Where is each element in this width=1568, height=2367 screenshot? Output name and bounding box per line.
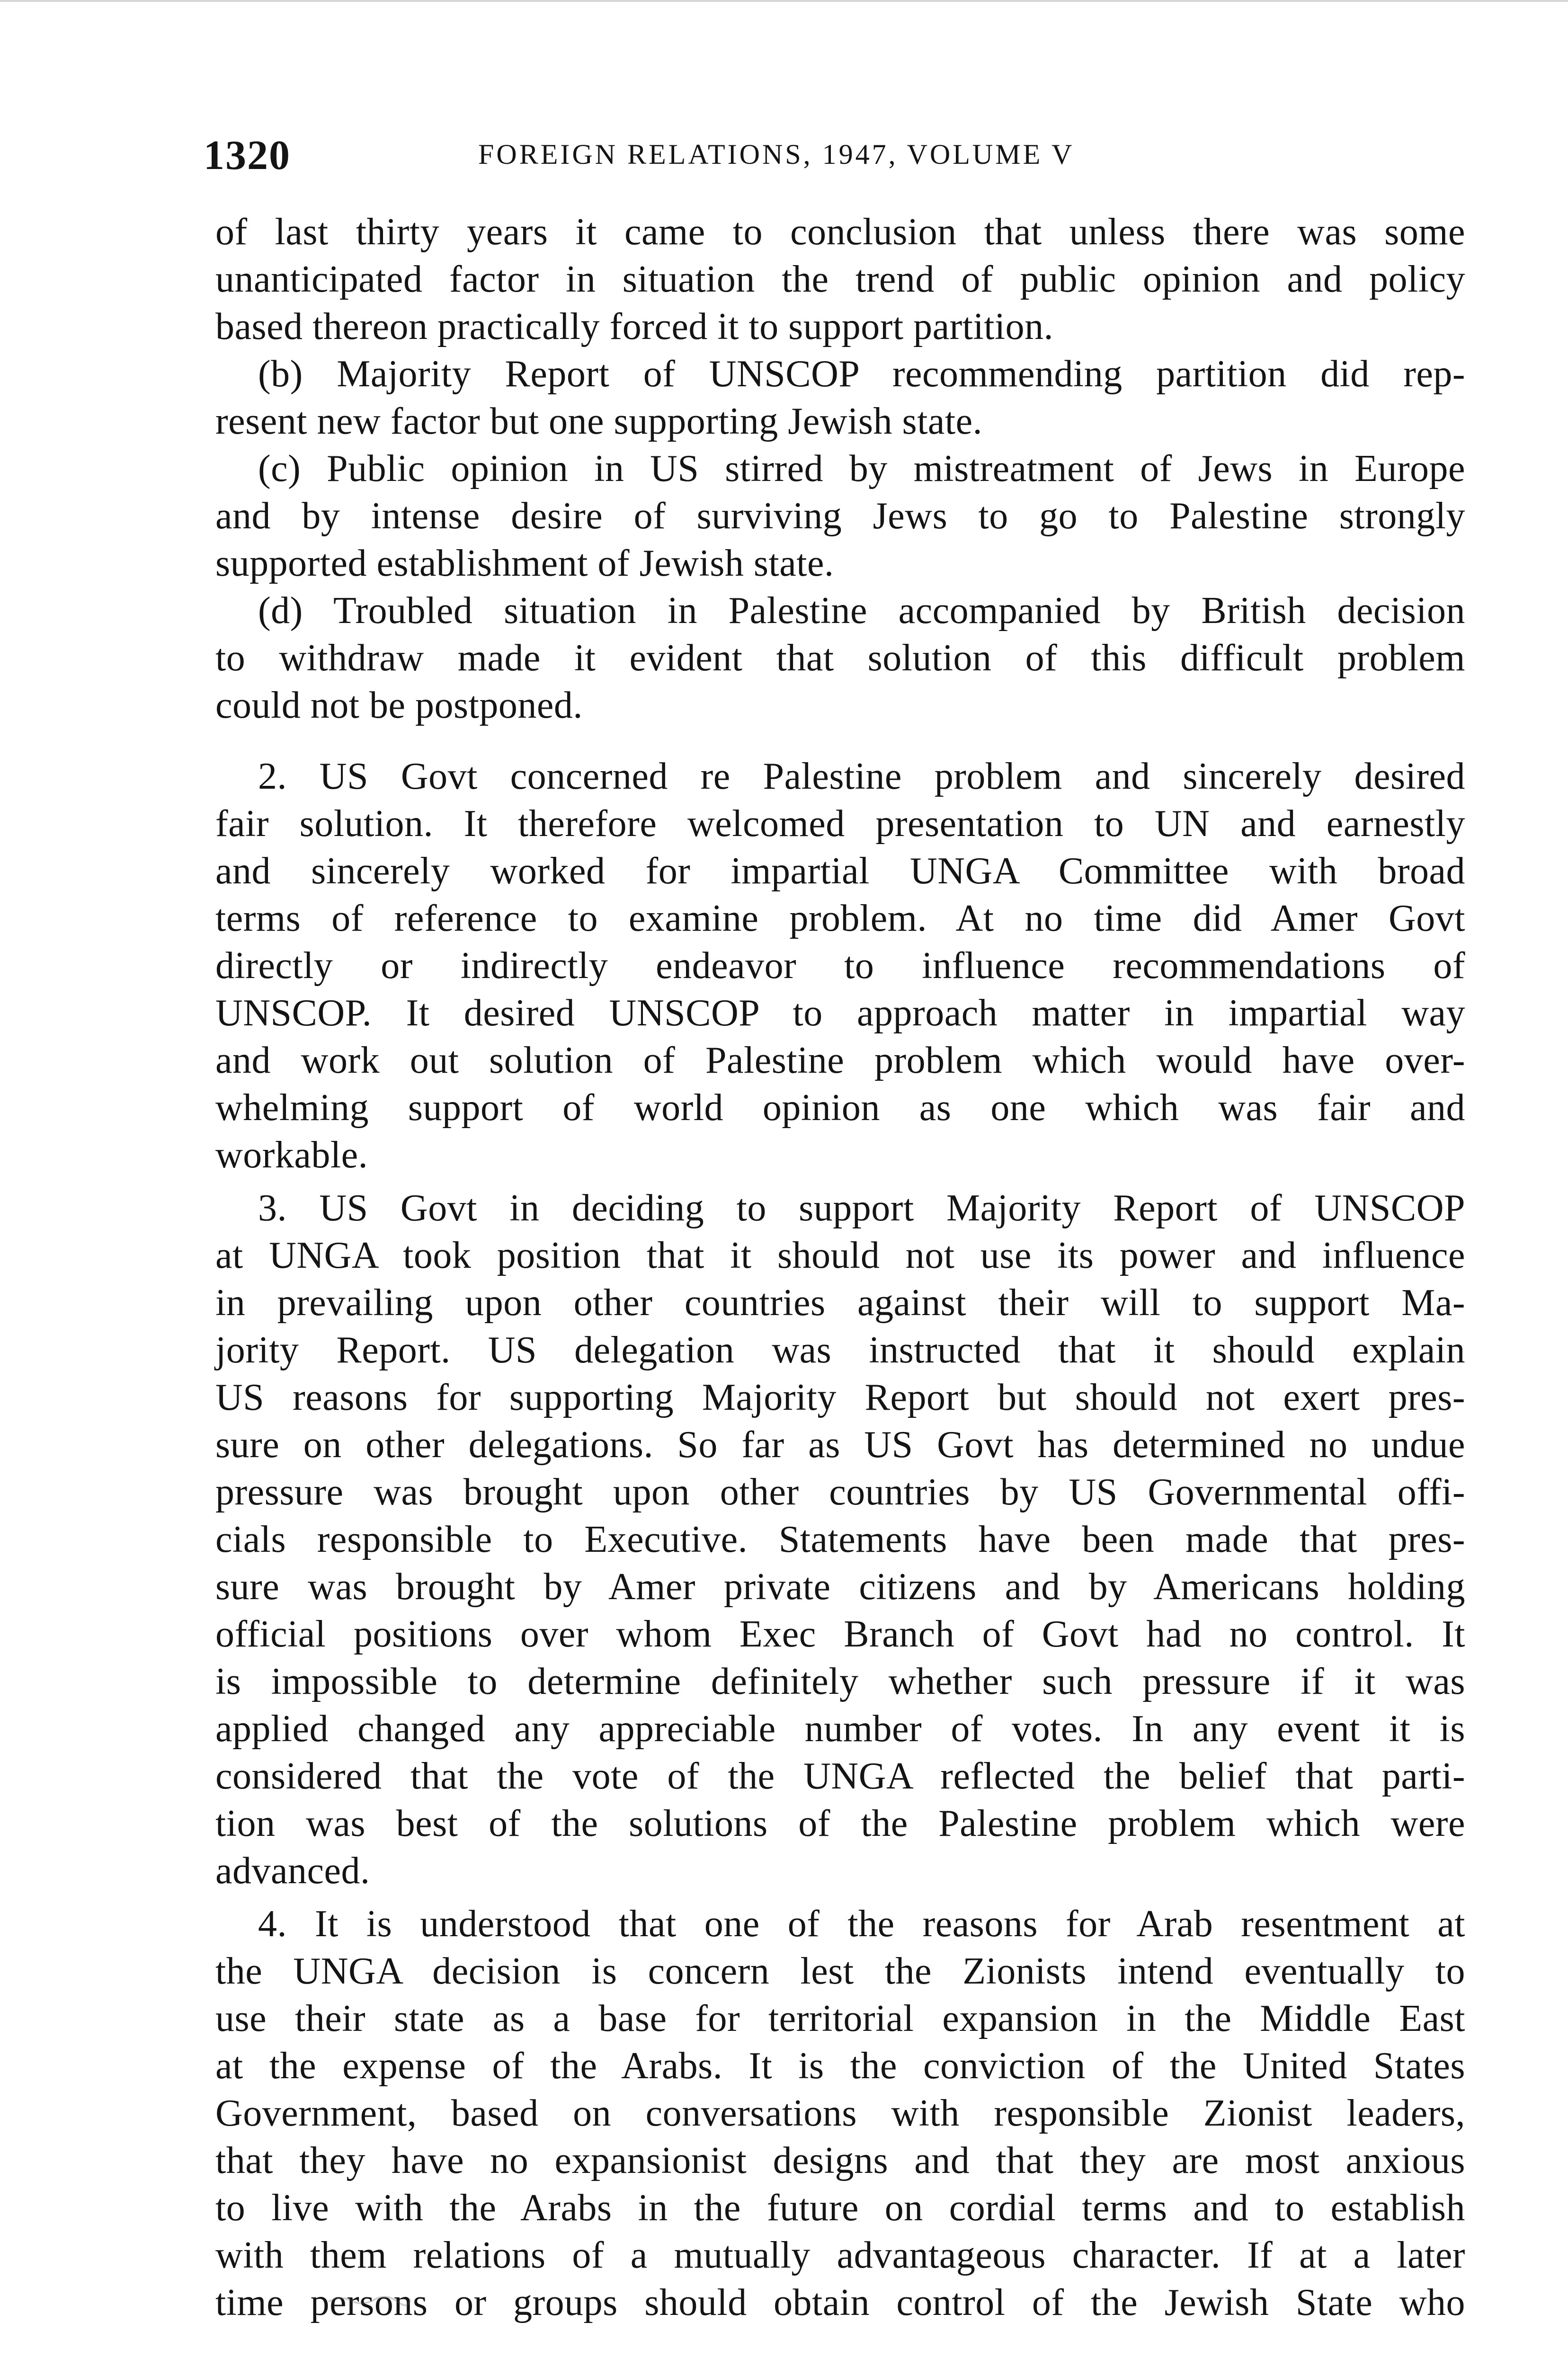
text-line: jority Report. US delegation was instructed that it should explain	[215, 1329, 1465, 1371]
page-header	[204, 132, 1198, 184]
text-line: time persons or groups should obtain control of the Jewish State who	[215, 2282, 1465, 2323]
text-line: with them relations of a mutually advantageous character. If at a later	[215, 2234, 1465, 2276]
text-line: terms of reference to examine problem. At no time did Amer Govt	[215, 898, 1465, 939]
text-line: and sincerely worked for impartial UNGA Committee with broad	[215, 850, 1465, 892]
text-line: (d) Troubled situation in Palestine accompanied by British decision	[258, 590, 1465, 632]
text-line: of last thirty years it came to conclusion that unless there was some	[215, 211, 1465, 253]
text-line: 4. It is understood that one of the reasons for Arab resentment at	[258, 1903, 1465, 1945]
text-line: official positions over whom Exec Branch of Govt had no control. It	[215, 1613, 1465, 1655]
text-line: (b) Majority Report of UNSCOP recommending partition did rep-	[258, 353, 1465, 395]
text-line: whelming support of world opinion as one which was fair and	[215, 1087, 1465, 1129]
text-line: resent new factor but one supporting Jewish state.	[215, 400, 983, 442]
body-text	[215, 208, 1465, 2326]
scan-edge	[0, 0, 1568, 2]
text-line: at the expense of the Arabs. It is the conviction of the United States	[215, 2045, 1465, 2087]
text-line: pressure was brought upon other countries by US Governmental offi-	[215, 1471, 1465, 1513]
text-line: and work out solution of Palestine problem which would have over-	[215, 1040, 1465, 1081]
text-line: applied changed any appreciable number of votes. In any event it is	[215, 1708, 1465, 1750]
text-line: sure on other delegations. So far as US Govt has determined no undue	[215, 1424, 1465, 1466]
text-line: Government, based on conversations with responsible Zionist leaders,	[215, 2092, 1465, 2134]
text-line: tion was best of the solutions of the Palestine problem which were	[215, 1803, 1465, 1844]
text-line: to withdraw made it evident that solution of this difficult problem	[215, 637, 1465, 679]
text-line: unanticipated factor in situation the trend of public opinion and policy	[215, 258, 1465, 300]
text-line: is impossible to determine definitely whether such pressure if it was	[215, 1661, 1465, 1702]
text-line: use their state as a base for territorial expansion in the Middle East	[215, 1998, 1465, 2039]
text-line: that they have no expansionist designs and that they are most anxious	[215, 2140, 1465, 2181]
text-line: UNSCOP. It desired UNSCOP to approach matter in impartial way	[215, 992, 1465, 1034]
text-line: considered that the vote of the UNGA reflected the belief that parti-	[215, 1755, 1465, 1797]
text-line: fair solution. It therefore welcomed presentation to UN and earnestly	[215, 803, 1465, 845]
text-line: workable.	[215, 1134, 368, 1176]
text-line: could not be postponed.	[215, 685, 583, 726]
paragraph-gap	[215, 1895, 1465, 1900]
text-line: US reasons for supporting Majority Report but should not exert pres-	[215, 1377, 1465, 1418]
text-line: in prevailing upon other countries against their will to support Ma-	[215, 1282, 1465, 1324]
text-line: sure was brought by Amer private citizens and by Americans holding	[215, 1566, 1465, 1608]
text-line: directly or indirectly endeavor to influence recommendations of	[215, 945, 1465, 987]
paragraph-gap	[215, 729, 1465, 753]
text-line: advanced.	[215, 1850, 370, 1892]
ink-smudge	[327, 2291, 412, 2308]
text-line: (c) Public opinion in US stirred by mistreatment of Jews in Europe	[258, 448, 1465, 489]
text-line: to live with the Arabs in the future on cordial terms and to establish	[215, 2187, 1465, 2229]
page-number: 1320	[204, 133, 291, 178]
paragraph-gap	[215, 1179, 1465, 1184]
text-line: based thereon practically forced it to support partition.	[215, 306, 1054, 347]
text-line: at UNGA took position that it should not use its power and influence	[215, 1235, 1465, 1276]
text-line: cials responsible to Executive. Statements have been made that pres-	[215, 1519, 1465, 1560]
running-head: FOREIGN RELATIONS, 1947, VOLUME V	[478, 139, 1075, 170]
text-line: 2. US Govt concerned re Palestine problem and sincerely desired	[258, 756, 1465, 797]
text-line: the UNGA decision is concern lest the Zionists intend eventually to	[215, 1950, 1465, 1992]
text-line: 3. US Govt in deciding to support Majority Report of UNSCOP	[258, 1187, 1465, 1229]
text-line: supported establishment of Jewish state.	[215, 543, 834, 584]
text-line: and by intense desire of surviving Jews to go to Palestine strongly	[215, 495, 1465, 537]
